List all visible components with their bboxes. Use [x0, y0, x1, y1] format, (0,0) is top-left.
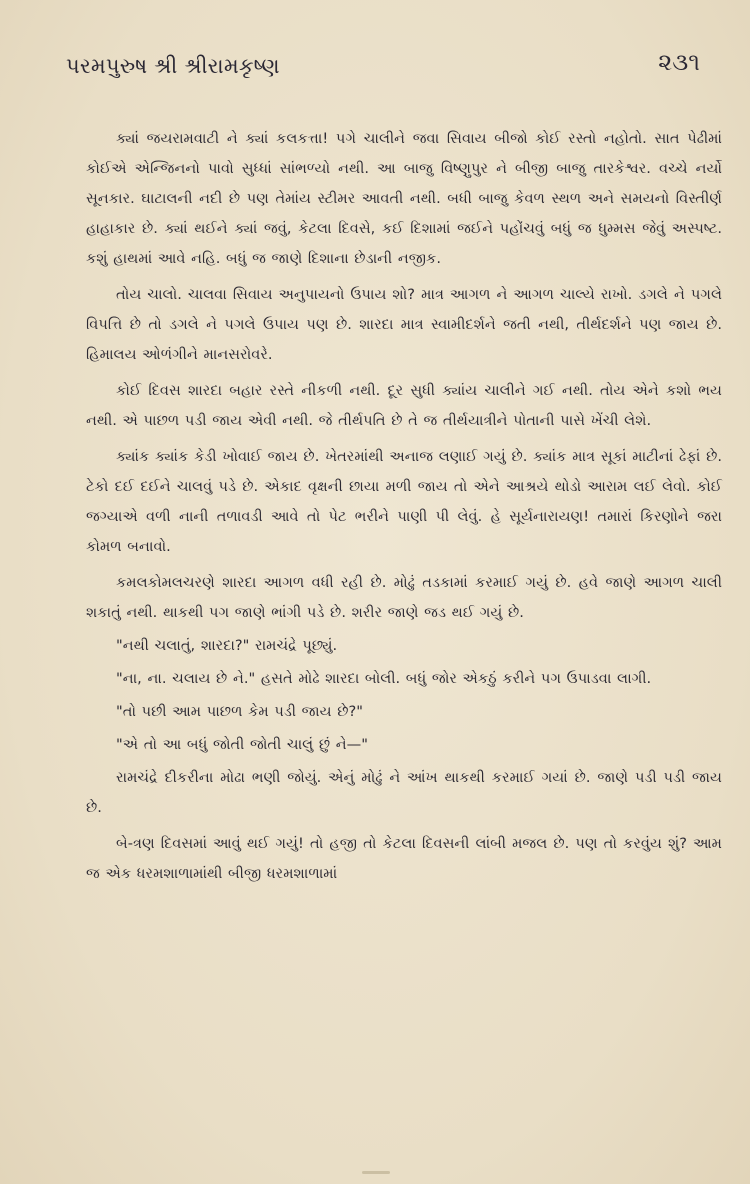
paragraph: તોય ચાલો. ચાલવા સિવાય અનુપાયનો ઉપાય શો? માત્ર આગળ ને આગળ ચાલ્યે રાખો. ડગલે ને પગલે વિપત્તિ છે તો ડગલે ને પગલે ઉપાય પણ છે. શારદા માત્ર સ્વામીદર્શને જતી નથી, તીર્થદર્શને પણ જાય છે. હિમાલય ઓળંગીને માનસરોવરે. [86, 286, 722, 363]
dialogue-line: "ના, ના. ચલાય છે ને." હસતે મોઢે શારદા બોલી. બધું જોર એકઠું કરીને પગ ઉપાડવા લાગી. [116, 670, 652, 687]
paragraph: ક્યાં જયરામવાટી ને ક્યાં કલકત્તા! પગે ચાલીને જવા સિવાય બીજો કોઈ રસ્તો નહોતો. સાત પેઢીમાં કોઈએ એન્જિનનો પાવો સુધ્ધાં સાંભળ્યો નથી. આ બાજુ વિષ્ણુપુર ને બીજી બાજુ તારકેશ્વર. વચ્ચે નર્યો સૂનકાર. ઘાટાલની નદી છે પણ તેમાંય સ્ટીમર આવતી નથી. બધી બાજુ કેવળ સ્થળ અને સમયનો વિસ્તીર્ણ હાહાકાર છે. ક્યાં થઈને ક્યાં જવું, કેટલા દિવસે, કઈ દિશામાં જઈને પહોંચવું બધું જ ધુમ્મસ જેવું અસ્પષ્ટ. કશું હાથમાં આવે નહિ. બધું જ જાણે દિશાના છેડાની નજીક. [86, 130, 722, 267]
paragraph: કમલકોમલચરણે શારદા આગળ વધી રહી છે. મોઢું તડકામાં કરમાઈ ગયું છે. હવે જાણે આગળ ચાલી શકાતું નથી. થાકથી પગ જાણે ભાંગી પડે છે. શરીર જાણે જડ થઈ ગયું છે. [86, 574, 722, 621]
dialogue-line: "નથી ચલાતું, શારદા?" રામચંદ્રે પૂછ્યું. [116, 637, 338, 654]
dialogue-line: "એ તો આ બધું જોતી જોતી ચાલું છું ને—" [116, 736, 368, 753]
paragraph: બે-ત્રણ દિવસમાં આવું થઈ ગયું! તો હજી તો કેટલા દિવસની લાંબી મજલ છે. પણ તો કરવુંય શું? આમ જ એક ધરમશાળામાંથી બીજી ધરમશાળામાં [86, 835, 722, 882]
page-number: ૨૩૧ [658, 48, 700, 76]
body-text [86, 124, 722, 889]
running-header [66, 44, 706, 84]
dialogue-line: "તો પછી આમ પાછળ કેમ પડી જાય છે?" [116, 703, 364, 720]
running-title: પરમપુરુષ શ્રી શ્રીરામકૃષ્ણ [66, 54, 280, 78]
page-edge-mark [362, 1171, 390, 1174]
paragraph: કોઈ દિવસ શારદા બહાર રસ્તે નીકળી નથી. દૂર સુધી ક્યાંય ચાલીને ગઈ નથી. તોય એને કશો ભય નથી. એ પાછળ પડી જાય એવી નથી. જે તીર્થપતિ છે તે જ તીર્થયાત્રીને પોતાની પાસે ખેંચી લેશે. [86, 382, 722, 429]
paragraph: ક્યાંક ક્યાંક કેડી ખોવાઈ જાય છે. ખેતરમાંથી અનાજ લણાઈ ગયું છે. ક્યાંક માત્ર સૂકાં માટીનાં ઢેફાં છે. ટેકો દઈ દઈને ચાલવું પડે છે. એકાદ વૃક્ષની છાયા મળી જાય તો એને આશ્રયે થોડો આરામ લઈ લેવો. કોઈ જગ્યાએ વળી નાની તળાવડી આવે તો પેટ ભરીને પાણી પી લેવું. હે સૂર્યનારાયણ! તમારાં કિરણોને જરા કોમળ બનાવો. [86, 448, 722, 555]
paragraph: રામચંદ્રે દીકરીના મોઢા ભણી જોયું. એનું મોઢું ને આંખ થાકથી કરમાઈ ગયાં છે. જાણે પડી પડી જાય છે. [86, 769, 722, 816]
